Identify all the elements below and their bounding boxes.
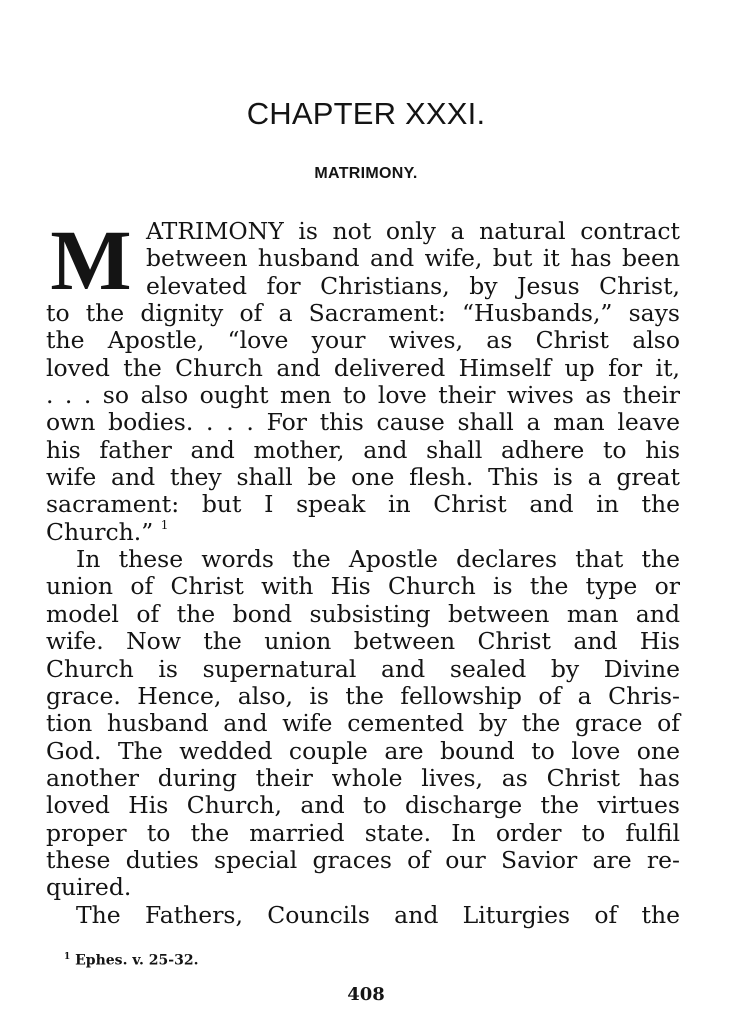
text-line: quired. — [46, 873, 132, 902]
text-line: model of the bond subsisting between man and — [46, 599, 680, 628]
text-line: grace. Hence, also, is the fellowship of a Chris- — [46, 681, 680, 710]
text-line: another during their whole lives, as Christ has — [46, 763, 680, 792]
text-line: own bodies. . . . For this cause shall a man leave — [46, 408, 680, 437]
text-line: tion husband and wife cemented by the grace of — [46, 709, 680, 738]
text-line: wife and they shall be one flesh. This is a great — [46, 463, 680, 492]
page-number: 408 — [347, 984, 385, 1005]
text-line: God. The wedded couple are bound to love one — [46, 736, 680, 765]
text-line-content: Church.” — [46, 517, 154, 546]
text-line — [46, 519, 680, 546]
text-line: The Fathers, Councils and Liturgies of the — [76, 900, 680, 929]
text-line: sacrament: but I speak in Christ and in the — [46, 490, 680, 519]
text-line: Church is supernatural and sealed by Divine — [46, 654, 680, 683]
text-line: union of Christ with His Church is the type or — [46, 572, 680, 601]
text-line: the Apostle, “love your wives, as Christ also — [46, 326, 680, 355]
text-line: loved the Church and delivered Himself up for it, — [46, 353, 680, 382]
text-line: to the dignity of a Sacrament: “Husbands,” says — [46, 299, 680, 328]
chapter-title: CHAPTER XXXI. — [246, 96, 486, 131]
footnote-text: Ephes. v. 25-32. — [75, 952, 199, 969]
footnote — [64, 952, 198, 969]
text-line: between husband and wife, but it has been — [146, 244, 680, 273]
body-text — [46, 212, 680, 929]
text-line: In these words the Apostle declares that the — [76, 545, 680, 574]
text-line: elevated for Christians, by Jesus Christ, — [146, 271, 680, 300]
text-line: loved His Church, and to discharge the virtues — [46, 791, 680, 820]
text-line: proper to the married state. In order to fulfil — [46, 818, 680, 847]
text-line: these duties special graces of our Savior are re- — [46, 845, 680, 874]
section-title: MATRIMONY. — [314, 165, 418, 182]
text-line: ATRIMONY is not only a natural contract — [146, 217, 680, 245]
footnote-reference: 1 — [160, 517, 169, 532]
footnote-marker: 1 — [64, 952, 71, 962]
text-line: his father and mother, and shall adhere to his — [46, 435, 680, 464]
text-line: . . . so also ought men to love their wives as their — [46, 381, 680, 410]
drop-cap: M — [50, 212, 132, 308]
text-line: wife. Now the union between Christ and His — [46, 627, 680, 656]
